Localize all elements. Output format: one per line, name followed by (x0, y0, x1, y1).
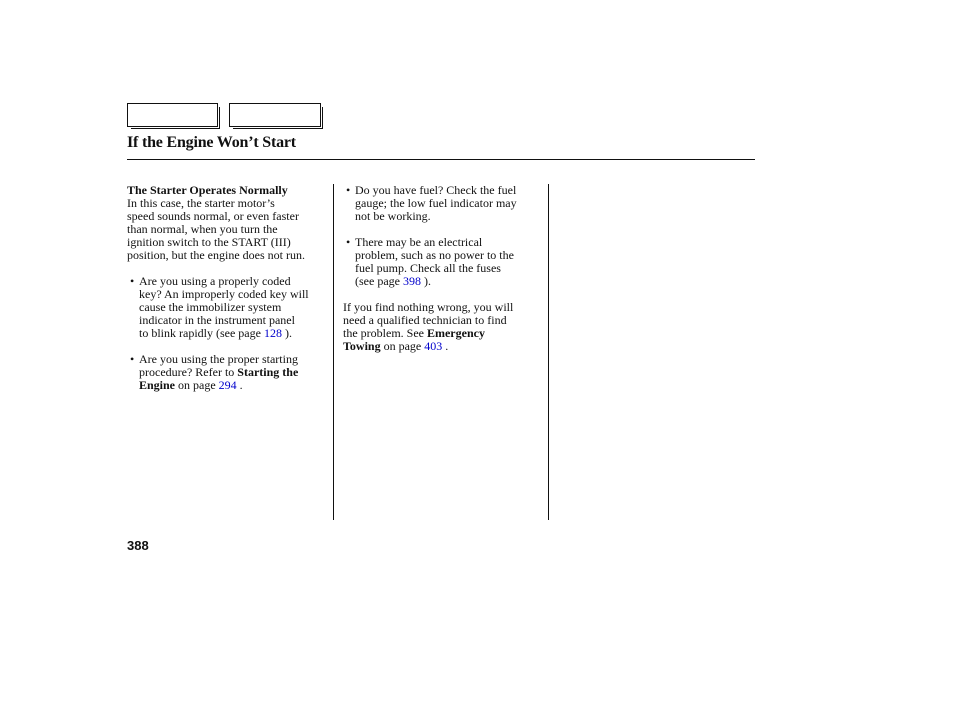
bullet-icon: • (346, 235, 351, 249)
page-title: If the Engine Won’t Start (127, 134, 296, 151)
column-divider-1 (333, 184, 334, 520)
page-link-403[interactable]: 403 (424, 339, 443, 353)
bullet-item-coded-key: • Are you using a properly coded key? An improperly coded key will cause the immobilizer system indicator in the instrument panel to blink rapidly (see page 128 ). (130, 274, 309, 340)
column-1 (127, 184, 329, 392)
body-line: speed sounds normal, or even faster (127, 209, 299, 223)
bullet-item-electrical: • There may be an electrical problem, such as no power to the fuel pump. Check all the fuses (see page 398 ). (346, 235, 514, 288)
page-number: 388 (127, 538, 149, 553)
bullet-item-starting-procedure: • Are you using the proper starting procedure? Refer to Starting the Engine on page 294 . (130, 352, 299, 392)
closing-paragraph: If you find nothing wrong, you will need a qualified technician to find the problem. See Emergency Towing on page 403 . (343, 300, 514, 353)
body-line: In this case, the starter motor’s (127, 196, 275, 210)
bullet-item-fuel: • Do you have fuel? Check the fuel gauge; the low fuel indicator may not be working. (346, 183, 517, 223)
body-line: ignition switch to the START (III) (127, 235, 291, 249)
page-link-128[interactable]: 128 (263, 326, 282, 340)
nav-back-button[interactable] (127, 103, 218, 127)
bullet-icon: • (130, 274, 135, 288)
title-rule (127, 159, 755, 160)
bullet-icon: • (130, 352, 135, 366)
page-link-398[interactable]: 398 (402, 274, 421, 288)
section-heading: The Starter Operates Normally (127, 183, 288, 197)
page-link-294[interactable]: 294 (218, 378, 237, 392)
body-line: position, but the engine does not run. (127, 248, 305, 262)
nav-next-button[interactable] (229, 103, 321, 127)
body-line: than normal, when you turn the (127, 222, 278, 236)
column-divider-2 (548, 184, 549, 520)
column-2 (343, 184, 539, 353)
bullet-icon: • (346, 183, 351, 197)
